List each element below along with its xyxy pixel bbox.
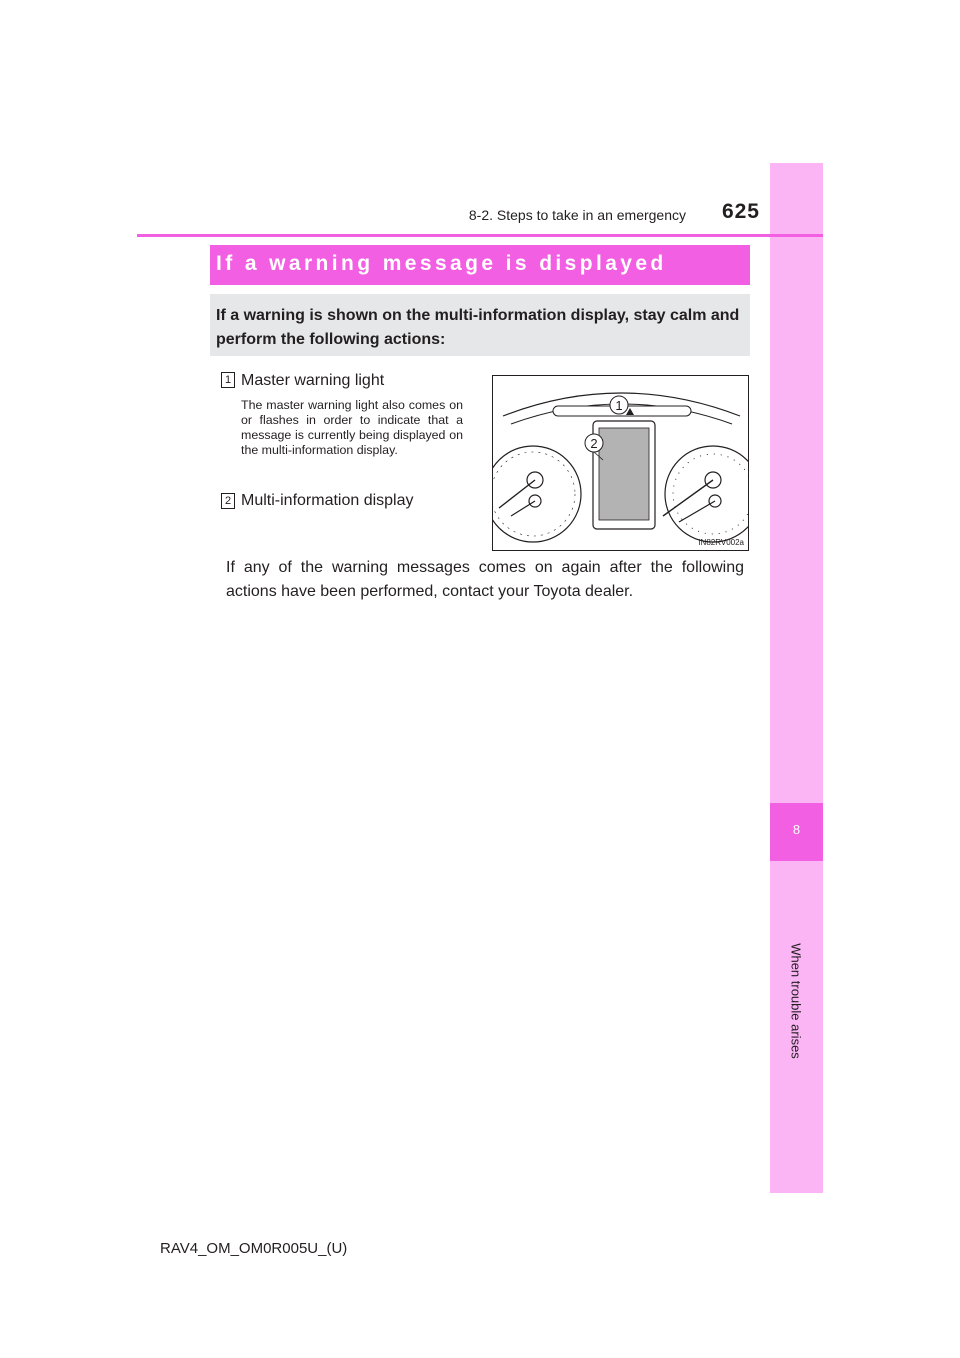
section-title: If a warning message is displayed [216,252,667,275]
chapter-number: 8 [792,822,801,837]
item-1-number: 1 [221,372,235,388]
section-title-bar [210,245,750,285]
header-rule [137,234,823,237]
item-2-title: Multi-information display [241,492,414,509]
page-number: 625 [721,200,760,223]
figure-code: IN82RV002a [698,538,744,547]
header-section: 8-2. Steps to take in an emergency [468,207,686,223]
item-1-title: Master warning light [241,372,385,389]
intro-box [210,294,750,356]
intro-text: If a warning is shown on the multi-information display, stay calm and perform the following actions: [216,307,740,348]
item-1-description: The master warning light also comes on or flashes in order to indicate that a message is currently being displayed on the multi-information display. [241,398,463,457]
callout-2-label: 2 [590,436,598,451]
instrument-cluster-illustration [492,375,749,551]
body-paragraph: If any of the warning messages comes on again after the following actions have been performed, contact your Toyota dealer. [226,559,744,600]
chapter-title: When trouble arises [788,943,804,1059]
footer-doc-code: RAV4_OM_OM0R005U_(U) [160,1240,348,1257]
item-2-number: 2 [221,493,235,509]
callout-1-label: 1 [615,398,623,413]
instrument-cluster-drawing [493,376,749,551]
multi-information-display-screen [599,428,649,520]
